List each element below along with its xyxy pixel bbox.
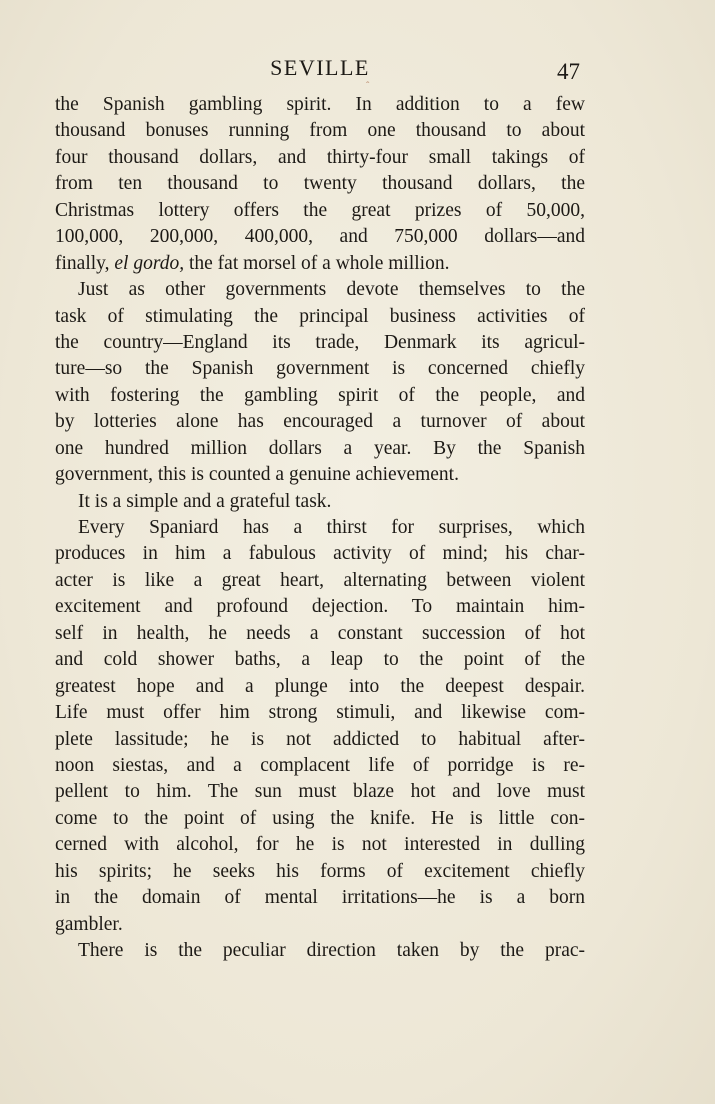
text-line: plete lassitude; he is not addicted to habitual after- bbox=[55, 728, 585, 750]
text-line: thousand bonuses running from one thousand to about bbox=[55, 120, 585, 142]
text-line: government, this is counted a genuine achievement. bbox=[55, 464, 459, 486]
text-line: by lotteries alone has encouraged a turnover of about bbox=[55, 411, 585, 433]
text-line: four thousand dollars, and thirty-four small takings of bbox=[55, 146, 585, 168]
text-line: self in health, he needs a constant succession of hot bbox=[55, 622, 585, 644]
text-line: come to the point of using the knife. He is little con- bbox=[55, 807, 585, 829]
text-line bbox=[55, 251, 585, 277]
text-line: 100,000, 200,000, 400,000, and 750,000 dollars—and bbox=[55, 226, 585, 248]
text-line: with fostering the gambling spirit of the people, and bbox=[55, 384, 585, 406]
text-line: greatest hope and a plunge into the deepest despair. bbox=[55, 675, 585, 697]
italic-phrase: el gordo, bbox=[114, 252, 185, 274]
text-segment: finally, bbox=[55, 252, 115, 274]
page-number: 47 bbox=[557, 59, 580, 84]
running-head bbox=[0, 55, 715, 92]
paragraph-first-line: Every Spaniard has a thirst for surprises, which bbox=[78, 517, 585, 538]
text-line: and cold shower baths, a leap to the point of the bbox=[55, 649, 585, 671]
text-line: noon siestas, and a complacent life of porridge is re- bbox=[55, 754, 585, 776]
text-line: pellent to him. The sun must blaze hot and love must bbox=[55, 781, 585, 803]
text-line: from ten thousand to twenty thousand dollars, the bbox=[55, 173, 585, 195]
text-line: in the domain of mental irritations—he is a born bbox=[55, 887, 585, 909]
ink-mark: ˆ bbox=[366, 81, 370, 92]
text-line: the Spanish gambling spirit. In addition to a few bbox=[55, 94, 585, 115]
body-text bbox=[55, 92, 585, 964]
text-line: the country—England its trade, Denmark its agricul- bbox=[55, 331, 585, 353]
text-line: task of stimulating the principal business activities of bbox=[55, 305, 585, 327]
text-line: Life must offer him strong stimuli, and likewise com- bbox=[55, 702, 585, 724]
text-line: produces in him a fabulous activity of mind; his char- bbox=[55, 543, 585, 565]
paragraph-first-line: Just as other governments devote themselves to the bbox=[78, 279, 585, 301]
text-line: excitement and profound dejection. To maintain him- bbox=[55, 596, 585, 618]
text-line: his spirits; he seeks his forms of excitement chiefly bbox=[55, 860, 585, 882]
running-head-title: SEVILLE bbox=[270, 55, 370, 80]
text-line: gambler. bbox=[55, 913, 123, 935]
text-line: acter is like a great heart, alternating between violent bbox=[55, 569, 585, 591]
text-line: Christmas lottery offers the great prizes of 50,000, bbox=[55, 199, 585, 221]
paragraph-first-line: It is a simple and a grateful task. bbox=[78, 490, 332, 512]
text-segment: the fat morsel of a whole million. bbox=[184, 252, 450, 274]
paragraph-first-line: There is the peculiar direction taken by the prac- bbox=[78, 940, 585, 961]
text-line: cerned with alcohol, for he is not interested in dulling bbox=[55, 834, 585, 856]
text-line: one hundred million dollars a year. By the Spanish bbox=[55, 437, 585, 459]
text-line: ture—so the Spanish government is concerned chiefly bbox=[55, 358, 585, 380]
